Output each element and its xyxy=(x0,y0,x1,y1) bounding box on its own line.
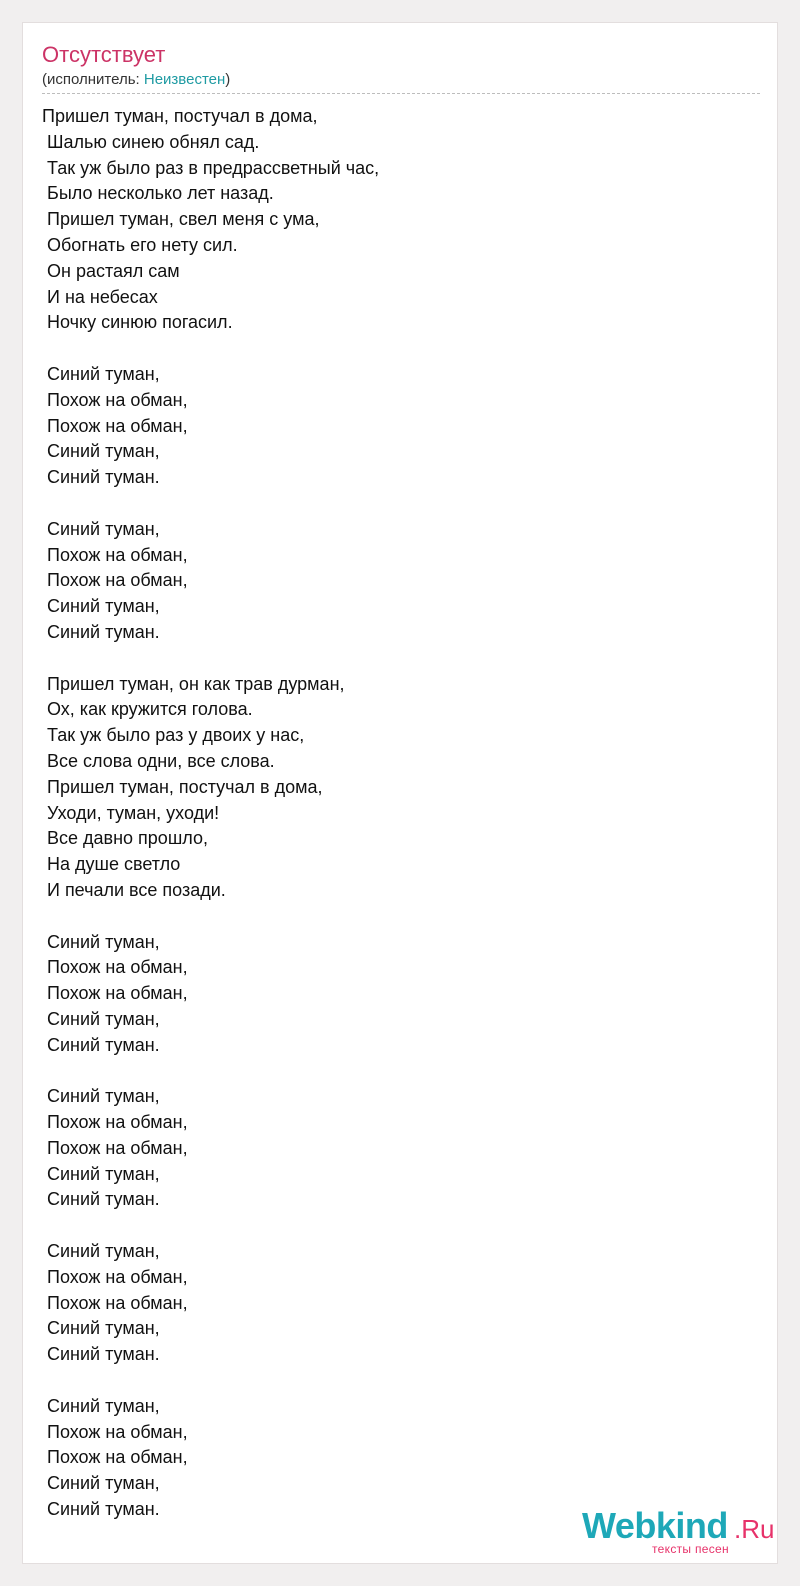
lyric-line: Похож на обман, xyxy=(42,415,188,436)
lyric-line xyxy=(42,336,762,362)
lyric-line: Ночку синюю погасил. xyxy=(42,312,233,333)
lyric-line: Похож на обман, xyxy=(42,389,188,410)
lyric-line: И на небесах xyxy=(42,286,158,307)
lyric-line: На душе светло xyxy=(42,854,181,875)
lyric-line: Синий туман, xyxy=(42,931,160,952)
lyric-line: Так уж было раз в предрассветный час, xyxy=(42,157,380,178)
lyric-line: Синий туман. xyxy=(42,467,160,488)
lyric-line: Синий туман, xyxy=(42,441,160,462)
lyric-line: Уходи, туман, уходи! xyxy=(42,802,220,823)
lyric-line: Пришел туман, постучал в дома, xyxy=(42,106,318,126)
lyric-line: Похож на обман, xyxy=(42,1266,188,1287)
lyric-line: Синий туман, xyxy=(42,1241,160,1262)
lyric-line: Синий туман. xyxy=(42,621,160,642)
lyric-line: Пришел туман, свел меня с ума, xyxy=(42,209,320,230)
lyric-line: Синий туман, xyxy=(42,1008,160,1029)
lyric-line: Похож на обман, xyxy=(42,957,188,978)
lyric-line: Синий туман, xyxy=(42,1395,160,1416)
divider xyxy=(42,93,760,94)
lyric-line: Он растаял сам xyxy=(42,260,180,281)
lyric-line: Синий туман, xyxy=(42,363,160,384)
lyric-line: Синий туман. xyxy=(42,1034,160,1055)
lyric-line: Было несколько лет назад. xyxy=(42,183,274,204)
lyric-line xyxy=(42,1368,762,1394)
lyric-line: Похож на обман, xyxy=(42,570,188,591)
lyric-line: Похож на обман, xyxy=(42,544,188,565)
lyric-line: Синий туман, xyxy=(42,518,160,539)
logo-tld: .Ru xyxy=(734,1514,775,1544)
lyric-line: Похож на обман, xyxy=(42,1447,188,1468)
artist-line xyxy=(42,71,230,89)
lyric-line: Синий туман. xyxy=(42,1499,160,1520)
lyric-line: Обогнать его нету сил. xyxy=(42,234,238,255)
lyric-line: Пришел туман, он как трав дурман, xyxy=(42,673,345,694)
song-title: Отсутствует xyxy=(42,42,166,67)
lyric-line: Все слова одни, все слова. xyxy=(42,750,275,771)
lyric-line: Синий туман, xyxy=(42,596,160,617)
lyric-line: Все давно прошло, xyxy=(42,828,208,849)
logo-wordmark: Webkind xyxy=(582,1505,728,1546)
lyric-line: Синий туман, xyxy=(42,1473,160,1494)
lyric-line: Похож на обман, xyxy=(42,1137,188,1158)
lyric-line: Ох, как кружится голова. xyxy=(42,699,253,720)
lyric-line: Так уж было раз у двоих у нас, xyxy=(42,725,305,746)
lyric-line: Пришел туман, постучал в дома, xyxy=(42,776,323,797)
lyric-line: Синий туман, xyxy=(42,1318,160,1339)
artist-suffix: ) xyxy=(225,71,231,88)
lyric-line: Похож на обман, xyxy=(42,1292,188,1313)
lyric-line xyxy=(42,1058,762,1084)
lyric-line xyxy=(42,646,762,672)
site-logo[interactable] xyxy=(582,1505,775,1566)
lyric-line: Синий туман. xyxy=(42,1344,160,1365)
lyric-line: Похож на обман, xyxy=(42,1421,188,1442)
lyrics-text xyxy=(42,104,762,1523)
artist-link[interactable]: Неизвестен xyxy=(143,71,226,88)
lyric-line: Синий туман, xyxy=(42,1163,160,1184)
lyric-line: Похож на обман, xyxy=(42,1112,188,1133)
lyric-line: Шалью синею обнял сад. xyxy=(42,131,260,152)
lyric-line: Похож на обман, xyxy=(42,983,188,1004)
artist-prefix: (исполнитель: xyxy=(42,71,144,88)
lyric-line: Синий туман. xyxy=(42,1189,160,1210)
lyric-line xyxy=(42,904,762,930)
lyric-line xyxy=(42,491,762,517)
lyric-line: И печали все позади. xyxy=(42,879,226,900)
lyric-line xyxy=(42,1213,762,1239)
logo-tagline: тексты песен xyxy=(652,1542,729,1556)
lyric-line: Синий туман, xyxy=(42,1086,160,1107)
